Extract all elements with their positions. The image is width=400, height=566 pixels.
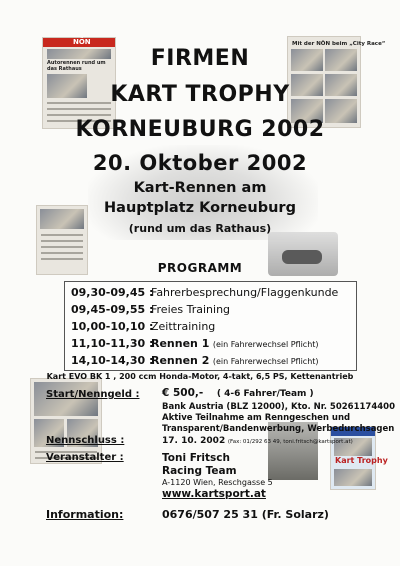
veranstalter-team: Racing Team	[162, 465, 237, 477]
nennschluss-value: 17. 10. 2002 (Fax: 01/292 63 49, toni.fritsch@kartsport.at)	[162, 436, 353, 446]
aktive-teilnahme: Aktive Teilnahme am Renngeschen und	[162, 413, 351, 423]
werbung: Transparent/Bandenwerbung, Werbedurchsagen	[162, 424, 395, 434]
information-label: Information:	[46, 508, 124, 521]
schedule-row	[65, 352, 356, 369]
schedule-row	[65, 301, 356, 318]
schedule-row	[65, 335, 356, 352]
schedule-time: 10,00-10,10 :	[71, 320, 154, 333]
schedule-time: 09,45-09,55 :	[71, 303, 154, 316]
clipping-headline: Autorennen rund um das Rathaus	[47, 60, 106, 72]
title-line-3: KORNEUBURG 2002	[75, 117, 325, 142]
schedule-note: (ein Fahrerwechsel Pflicht)	[212, 340, 319, 349]
schedule-time: 11,10-11,30 :	[71, 337, 154, 350]
schedule-event: Rennen 2 (ein Fahrerwechsel Pflicht)	[151, 354, 319, 367]
schedule-note: (ein Fahrerwechsel Pflicht)	[212, 357, 319, 366]
subtitle-line-1: Kart-Rennen am	[133, 180, 267, 196]
start-label: Start/Nenngeld :	[46, 389, 140, 400]
schedule-time: 09,30-09,45 :	[71, 286, 154, 299]
subtitle-line-2: Hauptplatz Korneuburg	[104, 200, 296, 216]
bank-details: Bank Austria (BLZ 12000), Kto. Nr. 50261174400	[162, 402, 395, 412]
title-line-2: KART TROPHY	[110, 82, 290, 107]
subtitle-line-3: (rund um das Rathaus)	[128, 222, 272, 235]
clipping-logo: NÖN	[73, 38, 91, 46]
schedule-box	[64, 281, 357, 371]
start-price: € 500,- ( 4-6 Fahrer/Team )	[162, 387, 314, 399]
title-line-1: FIRMEN	[150, 46, 250, 71]
kart-spec: Kart EVO BK 1 , 200 ccm Honda-Motor, 4-takt, 6,5 PS, Kettenantrieb	[46, 372, 354, 381]
schedule-row	[65, 284, 356, 301]
schedule-time: 14,10-14,30 :	[71, 354, 154, 367]
schedule-event: Zeittraining	[151, 320, 216, 333]
veranstalter-label: Veranstalter :	[46, 452, 124, 463]
veranstalter-address: A-1120 Wien, Reschgasse 5	[162, 478, 273, 487]
nennschluss-label: Nennschluss :	[46, 435, 125, 446]
magazine-headline: Kart Trophy	[335, 456, 388, 465]
programm-heading: PROGRAMM	[157, 261, 243, 275]
veranstalter-name: Toni Fritsch	[162, 452, 230, 464]
information-phone: 0676/507 25 31 (Fr. Solarz)	[162, 508, 329, 521]
website-link[interactable]: www.kartsport.at	[162, 488, 266, 500]
schedule-row	[65, 318, 356, 335]
schedule-event: Rennen 1 (ein Fahrerwechsel Pflicht)	[151, 337, 319, 350]
event-date: 20. Oktober 2002	[92, 151, 308, 175]
schedule-event: Freies Training	[151, 303, 231, 316]
clipping-headline: Mit der NÖN beim „City Race“	[292, 41, 386, 47]
schedule-event: Fahrerbesprechung/Flaggenkunde	[151, 286, 339, 299]
